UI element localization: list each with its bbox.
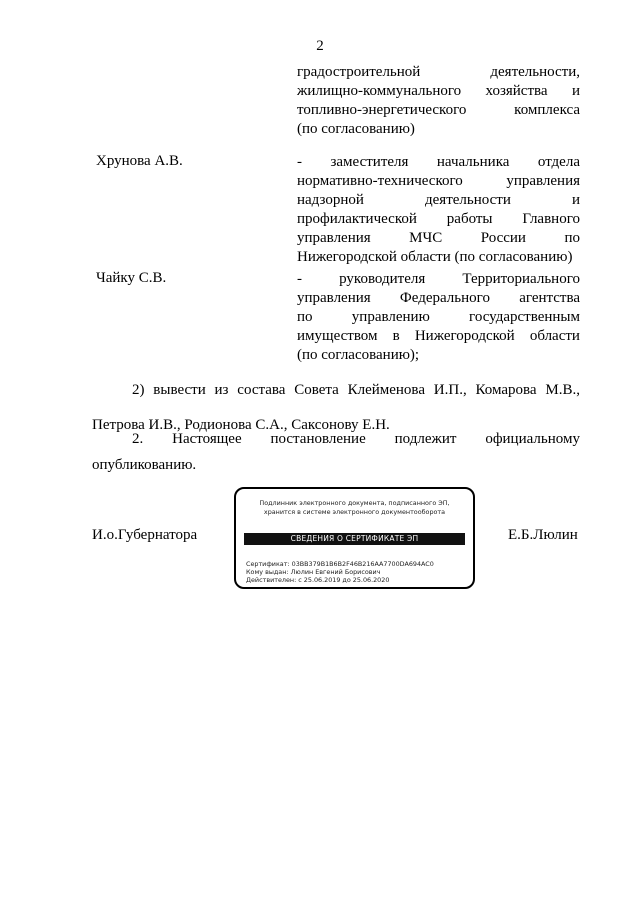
word: опубликованию.	[92, 457, 197, 473]
word: начальника	[436, 154, 510, 170]
word: М.В.,	[545, 382, 580, 398]
text-line	[297, 289, 580, 308]
text-line	[297, 229, 580, 248]
member-desc-chayka	[297, 270, 580, 365]
word: заместителя	[330, 154, 409, 170]
word: Главного	[522, 211, 580, 227]
text-line	[92, 373, 580, 408]
word: деятельности,	[490, 64, 580, 80]
word: постановление	[270, 431, 366, 447]
stamp-title-bar: СВЕДЕНИЯ О СЕРТИФИКАТЕ ЭП	[244, 533, 465, 545]
word: работы	[446, 211, 493, 227]
stamp-certificate: Сертификат: 03BB379B1B6B2F46B216AA7700DA694AC0	[246, 560, 434, 568]
word: деятельности	[425, 192, 511, 208]
text-line	[297, 82, 580, 101]
text-line	[297, 327, 580, 346]
word: по	[297, 309, 313, 325]
word: управления	[297, 230, 371, 246]
word: Комарова	[475, 382, 537, 398]
word: Совета	[294, 382, 339, 398]
member-name-chayka: Чайку С.В.	[96, 270, 167, 286]
stamp-issued-to: Кому выдан: Люлин Евгений Борисович	[246, 568, 381, 576]
stamp-header-line-2: хранится в системе электронного документооборота	[263, 508, 446, 516]
text-line	[297, 191, 580, 210]
word: официальному	[485, 431, 580, 447]
word: и	[571, 192, 580, 208]
word: надзорной	[297, 192, 364, 208]
word: (по согласованию)	[297, 121, 415, 137]
word: 2.	[132, 431, 144, 447]
word: руководителя	[339, 271, 426, 287]
text-line	[297, 248, 580, 267]
word: Клейменова	[347, 382, 425, 398]
word: -	[297, 154, 302, 170]
stamp-header-line-1: Подлинник электронного документа, подписанного ЭП,	[259, 499, 450, 507]
stamp-validity: Действителен: с 25.06.2019 до 25.06.2020	[246, 576, 390, 584]
word: в	[392, 328, 400, 344]
word: топливно-энергетического	[297, 102, 467, 118]
word: из	[214, 382, 229, 398]
member-desc-khrunova	[297, 153, 580, 267]
word: хозяйства	[485, 83, 548, 99]
continuation-block	[297, 63, 580, 139]
text-line	[297, 101, 580, 120]
signature-name: Е.Б.Люлин	[508, 527, 578, 543]
page-number: 2	[316, 38, 324, 54]
word: вывести	[153, 382, 206, 398]
clause-2-paragraph	[92, 426, 580, 478]
text-line	[297, 270, 580, 289]
word: Федерального	[399, 290, 490, 306]
word: профилактической	[297, 211, 417, 227]
word: отдела	[537, 154, 580, 170]
text-line	[297, 120, 580, 139]
word: градостроительной	[297, 64, 421, 80]
word: Петрова И.В., Родионова С.А., Саксонову Е.Н.	[92, 417, 390, 433]
member-name-khrunova: Хрунова А.В.	[96, 153, 183, 169]
text-line	[297, 308, 580, 327]
word: Нижегородской	[414, 328, 515, 344]
text-line	[92, 452, 580, 478]
word: И.П.,	[433, 382, 467, 398]
word: агентства	[519, 290, 580, 306]
word: и	[571, 83, 580, 99]
text-line	[92, 426, 580, 452]
text-line	[297, 153, 580, 172]
word: состава	[237, 382, 286, 398]
word: управления	[297, 290, 371, 306]
word: Территориального	[462, 271, 580, 287]
word: МЧС	[409, 230, 443, 246]
word: комплекса	[514, 102, 580, 118]
text-line	[297, 172, 580, 191]
word: подлежит	[394, 431, 457, 447]
word: управлению	[351, 309, 430, 325]
text-line	[297, 346, 580, 365]
word: государственным	[469, 309, 580, 325]
word: Настоящее	[172, 431, 242, 447]
digital-signature-stamp	[234, 487, 475, 589]
word: области	[529, 328, 580, 344]
word: Нижегородской области (по согласованию)	[297, 249, 573, 265]
word: -	[297, 271, 302, 287]
word: имуществом	[297, 328, 378, 344]
signature-role: И.о.Губернатора	[92, 527, 198, 543]
word: жилищно-коммунального	[297, 83, 462, 99]
text-line	[297, 63, 580, 82]
word: (по согласованию);	[297, 347, 420, 363]
word: нормативно-технического	[297, 173, 463, 189]
text-line	[297, 210, 580, 229]
word: управления	[506, 173, 580, 189]
word: России	[480, 230, 526, 246]
word: по	[564, 230, 580, 246]
word: 2)	[132, 382, 145, 398]
